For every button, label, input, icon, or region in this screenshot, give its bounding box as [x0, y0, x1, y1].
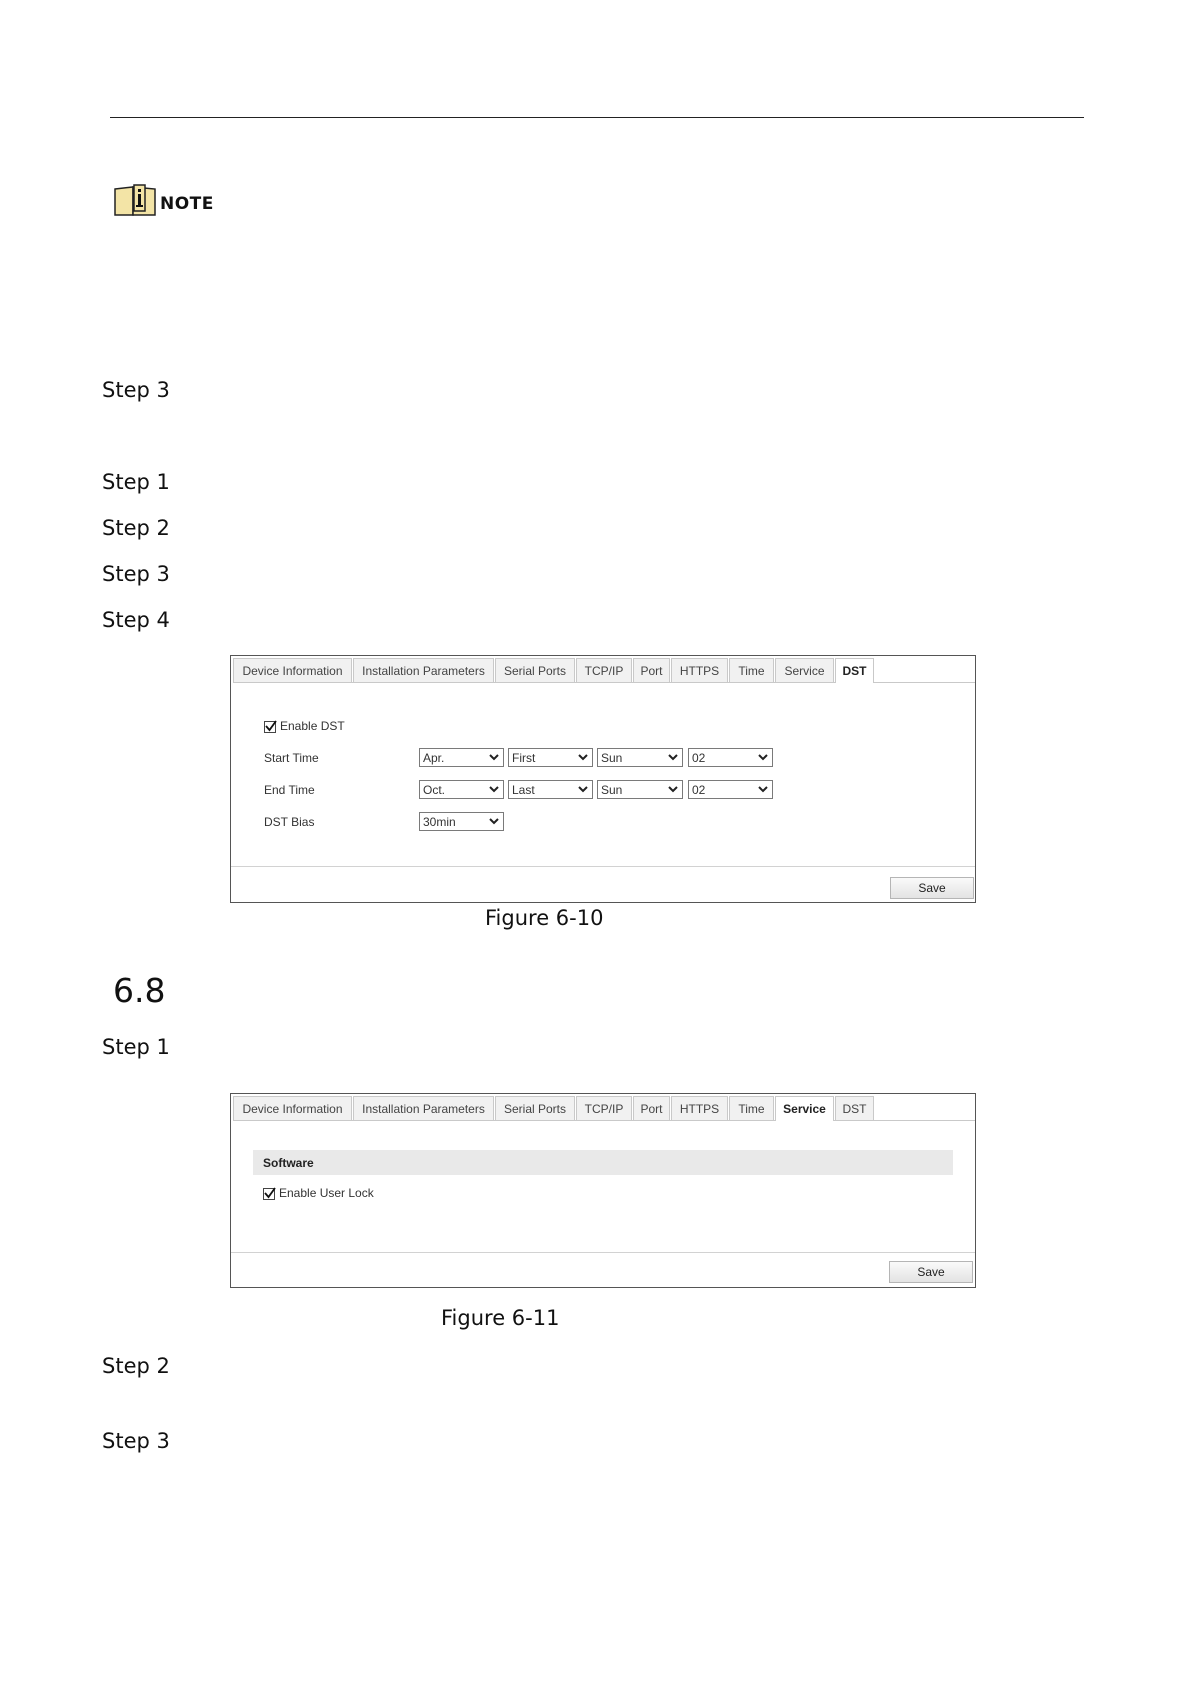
start-hour-select[interactable]: [688, 748, 773, 767]
start-week-select[interactable]: [508, 748, 593, 767]
checkmark-icon: [264, 719, 278, 733]
tab-service[interactable]: Service: [775, 1096, 834, 1121]
enable-dst-checkbox[interactable]: [264, 721, 276, 733]
step-label: Step 3: [102, 1429, 170, 1453]
end-day-select[interactable]: [597, 780, 683, 799]
save-button[interactable]: Save: [890, 877, 974, 899]
footer-divider: [231, 1252, 975, 1253]
tab-port[interactable]: Port: [633, 1096, 670, 1120]
end-month-value: Oct.: [423, 783, 446, 797]
tab-tcpip[interactable]: TCP/IP: [576, 1096, 632, 1120]
enable-user-lock-label: Enable User Lock: [279, 1186, 374, 1200]
section-number: 6.8: [113, 971, 166, 1010]
figure-caption: Figure 6-10: [485, 906, 604, 930]
step-label: Step 3: [102, 378, 170, 402]
note-heading: [113, 183, 214, 217]
enable-user-lock-checkbox[interactable]: [263, 1188, 275, 1200]
dst-settings-screenshot: [230, 655, 976, 903]
step-label: Step 2: [102, 516, 170, 540]
dst-bias-value: 30min: [423, 815, 456, 829]
tab-bar: [233, 658, 975, 683]
start-month-value: Apr.: [423, 751, 445, 765]
chevron-down-icon: [488, 815, 500, 830]
tab-tcpip[interactable]: TCP/IP: [576, 658, 632, 682]
save-button[interactable]: Save: [889, 1261, 973, 1283]
tab-installation-parameters[interactable]: Installation Parameters: [353, 658, 494, 682]
chevron-down-icon: [667, 751, 679, 766]
start-month-select[interactable]: [419, 748, 504, 767]
end-time-label: End Time: [264, 783, 315, 797]
chevron-down-icon: [488, 783, 500, 798]
tab-https[interactable]: HTTPS: [671, 658, 728, 682]
start-time-label: Start Time: [264, 751, 319, 765]
end-week-select[interactable]: [508, 780, 593, 799]
tab-https[interactable]: HTTPS: [671, 1096, 728, 1120]
tab-service[interactable]: Service: [775, 658, 834, 682]
header-rule: [110, 117, 1084, 118]
tab-dst[interactable]: DST: [835, 1096, 874, 1120]
step-label: Step 3: [102, 562, 170, 586]
dst-bias-select[interactable]: [419, 812, 504, 831]
step-label: Step 1: [102, 470, 170, 494]
footer-divider: [231, 866, 975, 867]
note-label: NOTE: [160, 194, 214, 214]
start-day-value: Sun: [601, 751, 623, 765]
figure-caption: Figure 6-11: [441, 1306, 560, 1330]
chevron-down-icon: [757, 783, 769, 798]
end-hour-value: 02: [692, 783, 706, 797]
software-section-title: Software: [263, 1156, 314, 1170]
chevron-down-icon: [488, 751, 500, 766]
tab-port[interactable]: Port: [633, 658, 670, 682]
dst-bias-label: DST Bias: [264, 815, 315, 829]
service-settings-screenshot: [230, 1093, 976, 1288]
start-hour-value: 02: [692, 751, 706, 765]
enable-dst-label: Enable DST: [280, 719, 345, 733]
tab-installation-parameters[interactable]: Installation Parameters: [353, 1096, 494, 1120]
note-book-icon: [113, 183, 157, 217]
end-week-value: Last: [512, 783, 535, 797]
tab-time[interactable]: Time: [729, 658, 774, 682]
tab-dst[interactable]: DST: [835, 658, 874, 683]
chevron-down-icon: [667, 783, 679, 798]
start-day-select[interactable]: [597, 748, 683, 767]
tab-device-information[interactable]: Device Information: [233, 658, 352, 682]
tab-serial-ports[interactable]: Serial Ports: [495, 1096, 575, 1120]
start-week-value: First: [512, 751, 536, 765]
end-hour-select[interactable]: [688, 780, 773, 799]
chevron-down-icon: [577, 751, 589, 766]
step-label: Step 1: [102, 1035, 170, 1059]
step-label: Step 4: [102, 608, 170, 632]
tab-serial-ports[interactable]: Serial Ports: [495, 658, 575, 682]
tab-bar: [233, 1096, 975, 1121]
end-month-select[interactable]: [419, 780, 504, 799]
software-section-header: [253, 1150, 953, 1175]
end-day-value: Sun: [601, 783, 623, 797]
checkmark-icon: [263, 1186, 277, 1200]
tab-time[interactable]: Time: [729, 1096, 774, 1120]
tab-device-information[interactable]: Device Information: [233, 1096, 352, 1120]
chevron-down-icon: [577, 783, 589, 798]
step-label: Step 2: [102, 1354, 170, 1378]
chevron-down-icon: [757, 751, 769, 766]
